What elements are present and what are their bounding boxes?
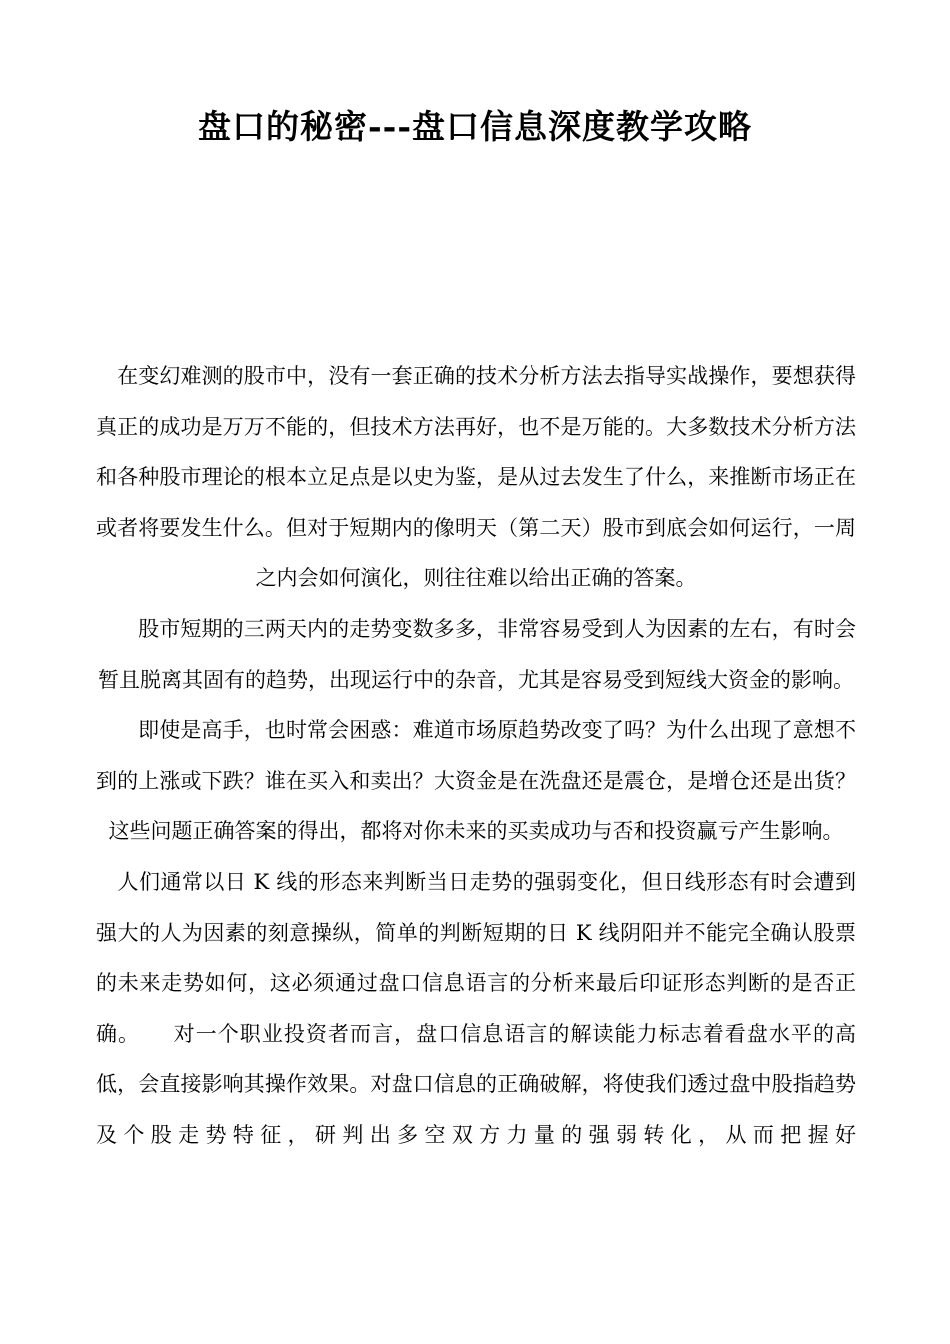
document-title: 盘口的秘密---盘口信息深度教学攻略 bbox=[197, 107, 753, 146]
paragraph-2 bbox=[96, 604, 856, 705]
paragraph-indent bbox=[96, 351, 117, 402]
paragraph-text: 股市短期的三两天内的走势变数多多，非常容易受到人为因素的左右，有时会暂且脱离其固有的趋势，出现运行中的杂音，尤其是容易受到短线大资金的影响。 bbox=[98, 616, 856, 692]
paragraph-3 bbox=[96, 705, 856, 857]
paragraph-4 bbox=[96, 857, 856, 1161]
paragraph-text: 人们通常以日 K 线的形态来判断当日走势的强弱变化，但日线形态有时会遭到强大的人为因素的刻意操纵，简单的判断短期的日 K 线阴阳并不能完全确认股票的未来走势如何，这必须通过盘口信息语言的分析来最后印证形态判断的是否正确。 对一个职业投资者而言，盘口信息语言的解读能力标志着看盘水平的高低，会直接影响其操作效果。对盘口信息的正确破解，将使我们透过盘中股指趋势及个股走势特征，研判出多空双方力量的强弱转化，从而把握好 bbox=[96, 869, 856, 1147]
paragraph-1 bbox=[96, 351, 856, 604]
paragraph-indent bbox=[96, 857, 117, 908]
document-body bbox=[96, 351, 856, 1161]
paragraph-text: 即使是高手，也时常会困惑：难道市场原趋势改变了吗？为什么出现了意想不到的上涨或下跌？谁在买入和卖出？大资金是在洗盘还是震仓，是增仓还是出货？这些问题正确答案的得出，都将对你未来的买卖成功与否和投资赢亏产生影响。 bbox=[96, 718, 856, 844]
paragraph-indent bbox=[96, 705, 138, 756]
paragraph-indent bbox=[96, 604, 138, 655]
paragraph-text: 在变幻难测的股市中，没有一套正确的技术分析方法去指导实战操作，要想获得真正的成功是万万不能的，但技术方法再好，也不是万能的。大多数技术分析方法和各种股市理论的根本立足点是以史为鉴，是从过去发生了什么，来推断市场正在或者将要发生什么。但对于短期内的像明天（第二天）股市到底会如何运行，一周之内会如何演化，则往往难以给出正确的答案。 bbox=[96, 364, 856, 591]
